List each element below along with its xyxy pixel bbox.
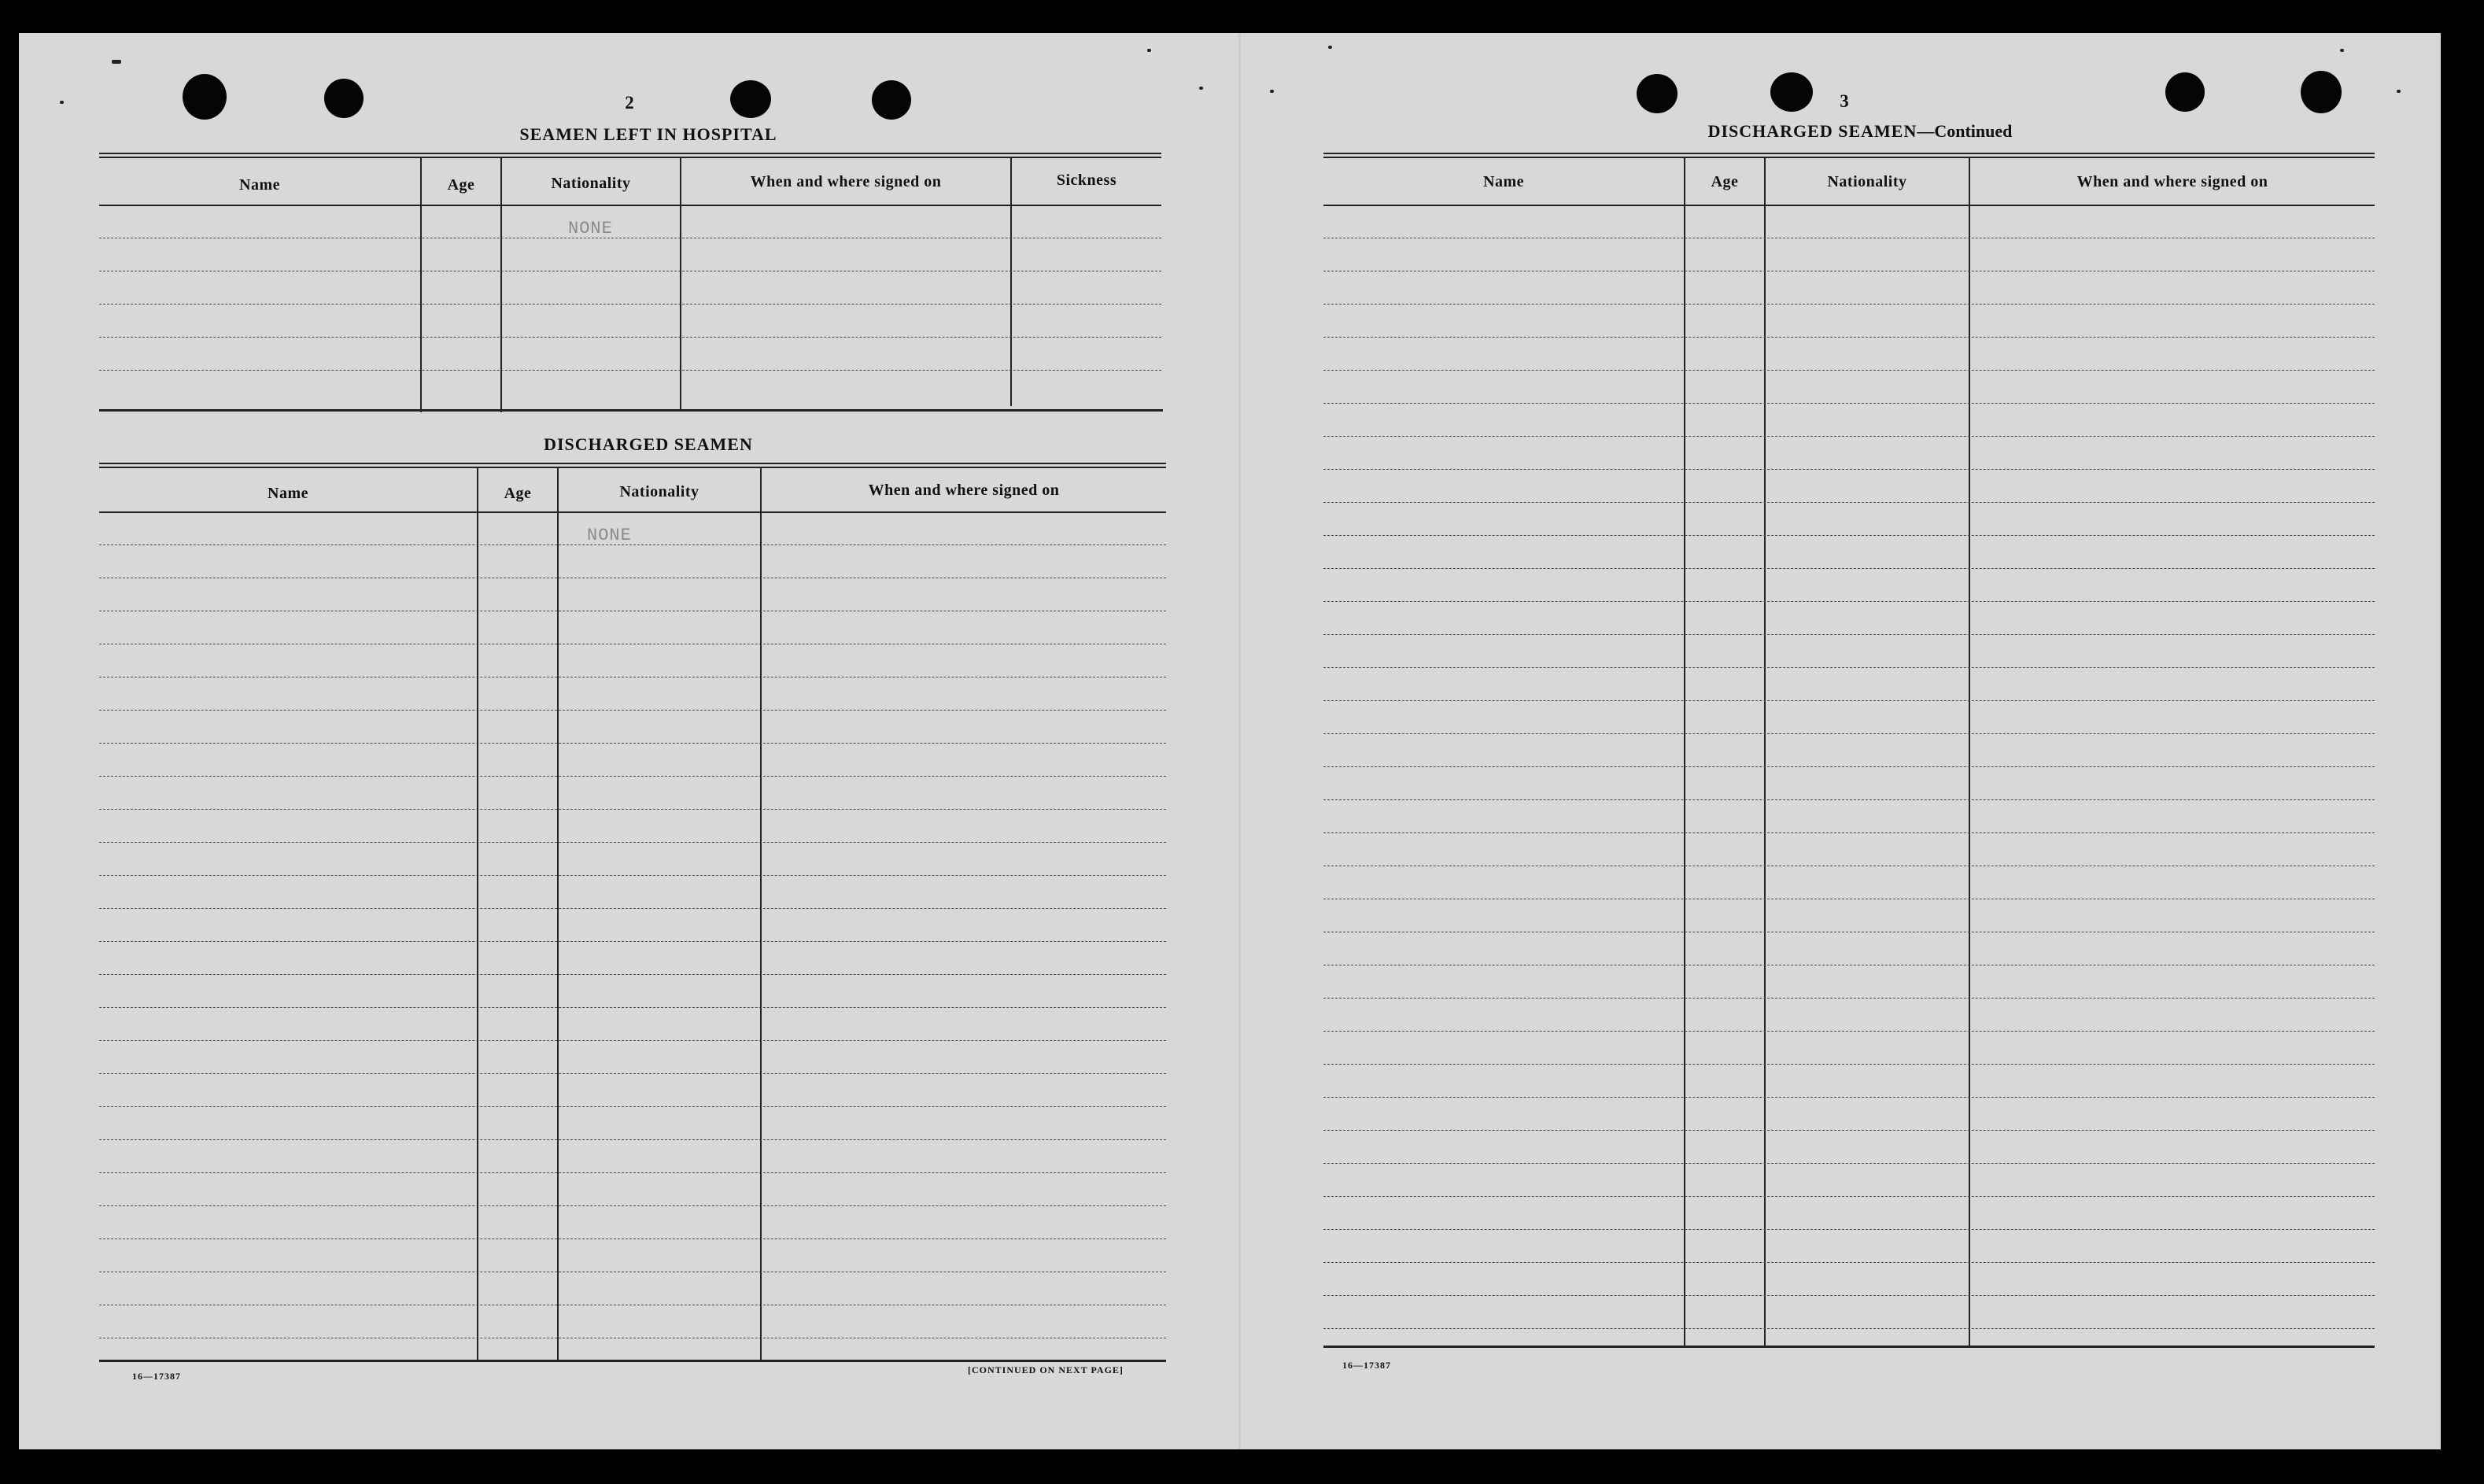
row-rule: [1323, 370, 2375, 371]
col-header-name: Name: [239, 176, 280, 194]
col-header-age: Age: [447, 176, 475, 194]
row-rule: [1323, 568, 2375, 569]
col-header-name: Name: [268, 485, 308, 502]
row-rule: [1323, 1229, 2375, 1230]
speck: [2340, 49, 2344, 52]
row-rule: [99, 1007, 1166, 1008]
page-number-left: 2: [625, 93, 634, 113]
col-header-signed-on: When and where signed on: [868, 482, 1060, 499]
row-rule: [99, 1073, 1166, 1074]
row-rule: [1323, 1262, 2375, 1263]
col-header-nationality: Nationality: [551, 175, 631, 192]
row-rule: [1323, 469, 2375, 470]
speck: [1328, 46, 1332, 49]
col-header-nationality: Nationality: [1827, 173, 1907, 190]
row-rule: [99, 710, 1166, 711]
page-fold: [1238, 33, 1241, 1449]
speck: [112, 60, 121, 64]
none-stamp: NONE: [568, 219, 613, 238]
row-rule: [99, 1106, 1166, 1107]
page-number-right: 3: [1840, 91, 1849, 111]
form-number-right: 16—17387: [1342, 1360, 1391, 1371]
col-header-age: Age: [504, 485, 532, 502]
table-top-rule: [1323, 153, 2375, 158]
row-rule: [99, 809, 1166, 810]
row-rule: [1323, 667, 2375, 668]
discharged-continued-table: [1323, 153, 2375, 1388]
row-rule: [99, 1172, 1166, 1173]
row-rule: [1323, 1328, 2375, 1329]
discharged-table: [99, 463, 1166, 1399]
speck: [2397, 90, 2401, 93]
row-rule: [99, 776, 1166, 777]
form-number-left: 16—17387: [132, 1371, 181, 1382]
header-rule: [1323, 205, 2375, 206]
row-rule: [1323, 998, 2375, 999]
row-rule: [99, 974, 1166, 975]
row-rule: [1323, 1196, 2375, 1197]
punch-hole: [730, 80, 771, 118]
row-rule: [99, 304, 1161, 305]
column-divider: [1684, 157, 1685, 1346]
punch-hole: [872, 80, 911, 120]
row-rule: [99, 875, 1166, 876]
row-rule: [99, 908, 1166, 909]
row-rule: [99, 337, 1161, 338]
column-divider: [420, 157, 422, 412]
table-bottom-rule: [99, 409, 1163, 412]
row-rule: [1323, 1064, 2375, 1065]
punch-hole: [324, 79, 364, 118]
header-rule: [99, 205, 1161, 206]
col-header-signed-on: When and where signed on: [750, 173, 942, 190]
row-rule: [99, 1139, 1166, 1140]
row-rule: [1323, 1031, 2375, 1032]
col-header-age: Age: [1711, 173, 1739, 190]
discharged-section-title: DISCHARGED SEAMEN: [544, 434, 753, 454]
row-rule: [1323, 1130, 2375, 1131]
column-divider: [1010, 157, 1012, 406]
column-divider: [760, 467, 762, 1360]
row-rule: [1323, 1097, 2375, 1098]
row-rule: [1323, 304, 2375, 305]
row-rule: [1323, 700, 2375, 701]
punch-hole: [183, 74, 227, 120]
row-rule: [99, 1040, 1166, 1041]
col-header-sickness: Sickness: [1056, 172, 1117, 189]
column-divider: [680, 157, 681, 409]
row-rule: [1323, 799, 2375, 800]
row-rule: [99, 1205, 1166, 1206]
punch-hole: [2301, 71, 2342, 113]
row-rule: [1323, 733, 2375, 734]
speck: [1270, 90, 1274, 93]
title-continued-suffix: —Continued: [1917, 121, 2013, 141]
column-divider: [1764, 157, 1766, 1346]
row-rule: [1323, 403, 2375, 404]
row-rule: [1323, 634, 2375, 635]
row-rule: [1323, 502, 2375, 503]
row-rule: [1323, 1295, 2375, 1296]
hospital-section-title: SEAMEN LEFT IN HOSPITAL: [519, 124, 777, 144]
row-rule: [99, 743, 1166, 744]
row-rule: [1323, 436, 2375, 437]
row-rule: [1323, 832, 2375, 833]
column-divider: [477, 467, 478, 1360]
column-divider: [1969, 157, 1970, 1346]
speck: [1147, 49, 1151, 52]
table-top-rule: [99, 463, 1166, 468]
row-rule: [99, 941, 1166, 942]
row-rule: [99, 842, 1166, 843]
punch-hole: [1770, 72, 1813, 112]
none-stamp: NONE: [587, 526, 632, 545]
row-rule: [1323, 1163, 2375, 1164]
speck: [60, 101, 64, 104]
col-header-name: Name: [1483, 173, 1524, 190]
continued-note: [CONTINUED ON NEXT PAGE]: [968, 1364, 1124, 1375]
row-rule: [1323, 535, 2375, 536]
punch-hole: [2165, 72, 2205, 112]
column-divider: [557, 467, 559, 1360]
row-rule: [1323, 337, 2375, 338]
hospital-table: [99, 153, 1161, 420]
row-rule: [1323, 766, 2375, 767]
discharged-continued-title: [1467, 121, 2253, 142]
discharged-continued-title-main: DISCHARGED SEAMEN: [1707, 121, 1917, 141]
punch-hole: [1637, 74, 1678, 113]
ledger-sheet: [19, 33, 2441, 1449]
column-divider: [500, 157, 502, 412]
table-top-rule: [99, 153, 1161, 158]
row-rule: [1323, 601, 2375, 602]
speck: [1199, 87, 1203, 90]
col-header-nationality: Nationality: [619, 483, 699, 500]
row-rule: [99, 370, 1161, 371]
table-bottom-rule: [1323, 1346, 2375, 1348]
col-header-signed-on: When and where signed on: [2076, 173, 2268, 190]
header-rule: [99, 511, 1166, 513]
table-bottom-rule: [99, 1360, 1166, 1362]
